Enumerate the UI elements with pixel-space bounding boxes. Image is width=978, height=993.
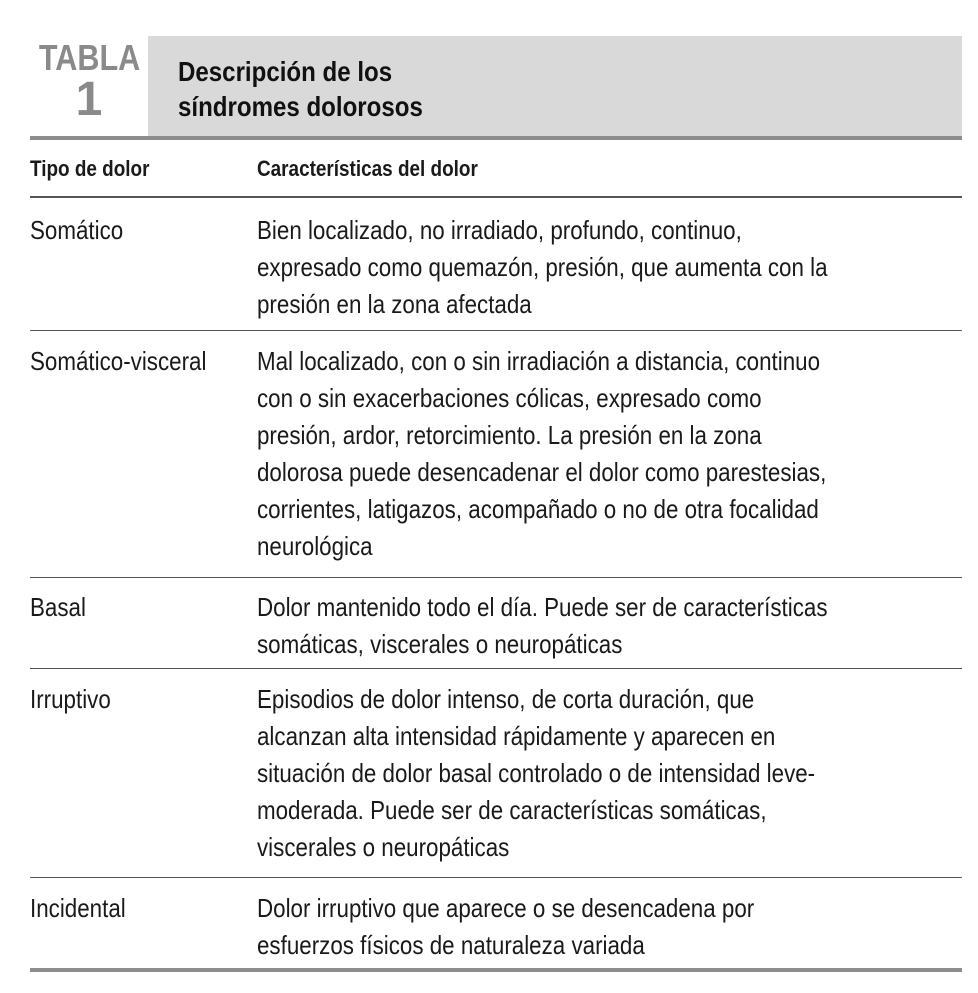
table-label-word: TABLA [38, 37, 141, 78]
row-description-basal [257, 589, 920, 663]
description-line: alcanzan alta intensidad rápidamente y aparecen en [257, 721, 776, 751]
row-description-somatico [257, 212, 920, 323]
row-description-irruptivo [257, 681, 906, 866]
row-divider [30, 668, 962, 669]
row-type-irruptivo: Irruptivo [30, 684, 111, 714]
description-line: neurológica [257, 531, 373, 561]
table-header [30, 36, 962, 136]
description-line: Dolor mantenido todo el día. Puede ser de características [257, 592, 828, 622]
row-type-somatico: Somático [30, 215, 124, 245]
description-line: situación de dolor basal controlado o de intensidad leve- [257, 758, 816, 788]
description-line: con o sin exacerbaciones cólicas, expresado como [257, 383, 762, 413]
header-rule [30, 136, 962, 140]
description-line: Episodios de dolor intenso, de corta duración, que [257, 684, 755, 714]
description-line: presión, ardor, retorcimiento. La presión en la zona [257, 420, 762, 450]
table-title-box [148, 36, 962, 136]
row-description-incidental [257, 890, 835, 964]
description-line: Mal localizado, con o sin irradiación a distancia, continuo [257, 346, 821, 376]
row-description-somatico-visceral [257, 343, 919, 565]
description-line: expresado como quemazón, presión, que aumenta con la [257, 252, 828, 282]
description-line: presión en la zona afectada [257, 289, 532, 319]
description-line: dolorosa puede desencadenar el dolor como parestesias, [257, 457, 827, 487]
column-header-characteristics: Características del dolor [257, 156, 478, 181]
description-line: viscerales o neuropáticas [257, 832, 510, 862]
description-line: corrientes, latigazos, acompañado o no de otra focalidad [257, 494, 819, 524]
table-label [30, 36, 148, 136]
table-title-line-2: síndromes dolorosos [178, 91, 423, 122]
row-divider [30, 330, 962, 331]
row-type-somatico-visceral: Somático-visceral [30, 346, 207, 376]
description-line: esfuerzos físicos de naturaleza variada [257, 930, 645, 960]
row-type-basal: Basal [30, 592, 86, 622]
table-bottom-rule [30, 968, 962, 972]
table-number: 1 [75, 73, 103, 126]
column-header-divider [30, 196, 962, 198]
row-type-incidental: Incidental [30, 893, 126, 923]
table-title-line-1: Descripción de los [178, 56, 393, 87]
description-line: somáticas, viscerales o neuropáticas [257, 629, 623, 659]
description-line: moderada. Puede ser de características somáticas, [257, 795, 767, 825]
description-line: Dolor irruptivo que aparece o se desencadena por [257, 893, 755, 923]
table-title [178, 54, 423, 124]
description-line: Bien localizado, no irradiado, profundo, continuo, [257, 215, 742, 245]
row-divider [30, 877, 962, 878]
column-header-type: Tipo de dolor [30, 156, 150, 181]
row-divider [30, 577, 962, 578]
